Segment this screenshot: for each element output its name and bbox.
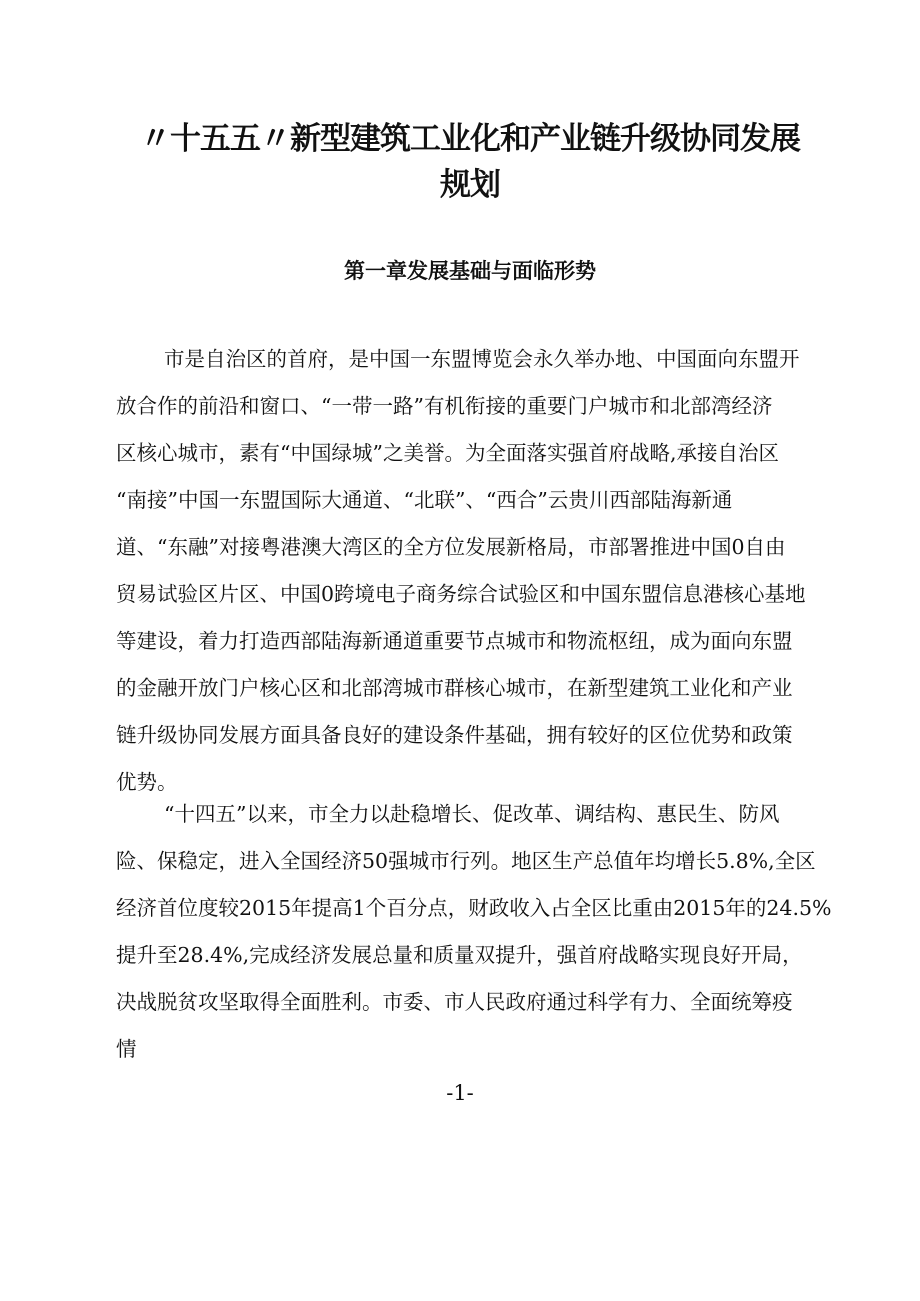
text-line: 链升级协同发展方面具备良好的建设条件基础，拥有较好的区位优势和政策	[116, 723, 793, 747]
chapter-heading: 第一章发展基础与面临形势	[344, 259, 596, 283]
text-line: 放合作的前沿和窗口、“一带一路”有机衔接的重要门户城市和北部湾经济	[116, 394, 773, 418]
text-line: 险、保稳定，进入全国经济50强城市行列。地区生产总值年均增长5.8%,全区	[116, 849, 816, 873]
text-line: 情	[116, 1037, 137, 1061]
title-line: 规划	[440, 167, 500, 203]
document-title	[110, 116, 830, 208]
body-paragraph	[116, 336, 836, 806]
text-line: 市是自治区的首府，是中国一东盟博览会永久举办地、中国面向东盟开	[164, 347, 800, 371]
text-line: 道、“东融”对接粤港澳大湾区的全方位发展新格局，市部署推进中国0自由	[116, 535, 786, 559]
text-line: 优势。	[116, 770, 178, 794]
title-line: 〃十五五〃新型建筑工业化和产业链升级协同发展	[140, 121, 800, 157]
text-line: 等建设，着力打造西部陆海新通道重要节点城市和物流枢纽，成为面向东盟	[116, 629, 793, 653]
text-line: “南接”中国一东盟国际大通道、“北联”、“西合”云贵川西部陆海新通	[116, 488, 733, 512]
page-number: -1-	[446, 1081, 474, 1105]
text-line: 经济首位度较2015年提高1个百分点，财政收入占全区比重由2015年的24.5%	[116, 896, 832, 920]
text-line: “十四五”以来，市全力以赴稳增长、促改革、调结构、惠民生、防风	[164, 802, 780, 826]
text-line: 提升至28.4%,完成经济发展总量和质量双提升，强首府战略实现良好开局，	[116, 943, 803, 967]
text-line: 决战脱贫攻坚取得全面胜利。市委、市人民政府通过科学有力、全面统筹疫	[116, 990, 793, 1014]
text-line: 贸易试验区片区、中国0跨境电子商务综合试验区和中国东盟信息港核心基地	[116, 582, 806, 606]
body-paragraph	[116, 791, 836, 1073]
text-line: 区核心城市，素有“中国绿城”之美誉。为全面落实强首府战略,承接自治区	[116, 441, 779, 465]
text-line: 的金融开放门户核心区和北部湾城市群核心城市，在新型建筑工业化和产业	[116, 676, 793, 700]
